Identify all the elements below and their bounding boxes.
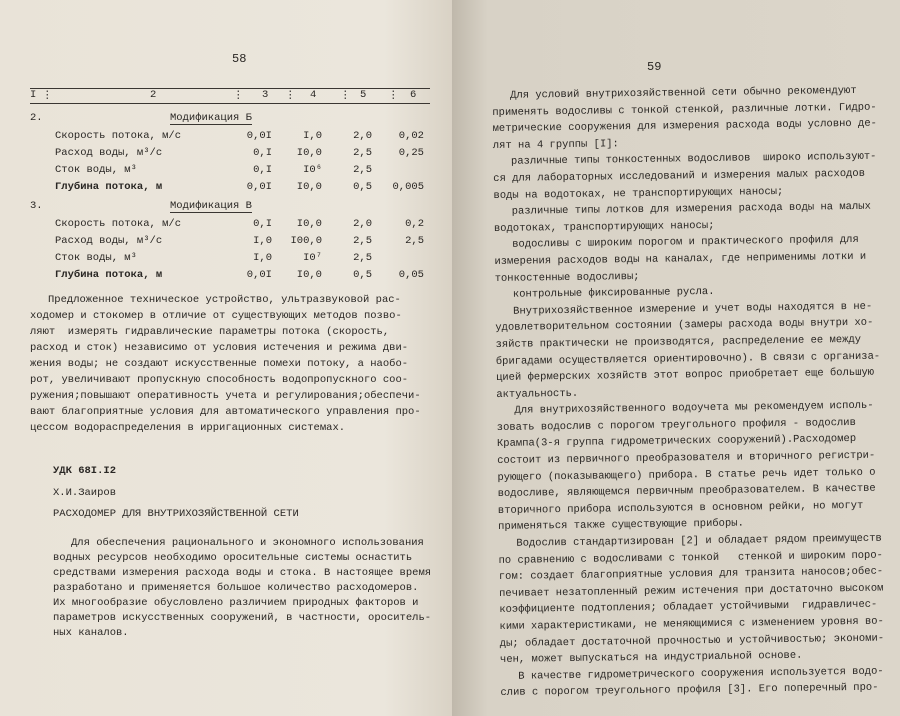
column-separator: ⋮	[388, 90, 399, 102]
cell-value: I,0	[253, 252, 272, 264]
page-number: 58	[232, 52, 247, 66]
cell-value: I00,0	[290, 235, 322, 247]
cell-value: I0,0	[296, 218, 322, 230]
text-line: слив с порогом треугольного профиля [3]. Его поперечный про-	[500, 682, 879, 700]
row-label: Скорость потока, м/с	[55, 218, 182, 230]
cell-value: 0,005	[392, 181, 424, 193]
text-line: водосливы с широким порогом и практического профиля для	[512, 234, 859, 252]
text-line: вают благоприятные условия для автоматического управления про-	[30, 406, 421, 418]
text-line: Для внутрихозяйственного водоучета мы рекомендуем исполь-	[514, 399, 874, 417]
text-line: Предложенное техническое устройство, ультразвуковой рас-	[48, 294, 401, 306]
row-label: Расход воды, м³/с	[55, 147, 163, 159]
section-number: 2.	[30, 112, 43, 124]
text-line: цией фермерских хозяйств этот вопрос приобретает еще большую	[495, 366, 875, 385]
article-title: РАСХОДОМЕР ДЛЯ ВНУТРИХОЗЯЙСТВЕННОЙ СЕТИ	[53, 508, 299, 520]
row-label: Сток воды, м³	[55, 164, 137, 176]
section-number: 3.	[30, 200, 43, 212]
text-line: лят на 4 группы [I]:	[492, 138, 619, 152]
cell-value: 2,5	[353, 147, 372, 159]
intro-paragraph	[53, 536, 431, 641]
text-line: Крампа(3-я группа гидрометрических сооружений).Расходомер	[496, 433, 857, 451]
text-line: тонкостенные водосливы;	[494, 270, 640, 285]
text-line: В качестве гидрометрического сооружения используется водо-	[518, 665, 884, 683]
text-line: различные типы тонкостенных водосливов широко используют-	[510, 151, 877, 169]
text-line: рующего (показывающего) прибора. В статье речь идет только о	[497, 466, 876, 484]
cell-value: 2,0	[353, 218, 372, 230]
paragraph	[30, 292, 421, 436]
text-line: удовлетворительном состоянии (замеры расхода воды внутри хо-	[495, 317, 874, 335]
cell-value: 0,0I	[246, 181, 272, 193]
cell-value: 0,0I	[246, 130, 272, 142]
author: Х.И.Заиров	[53, 487, 117, 499]
text-line: воды на водотоках, не транспортирующих наносы;	[493, 185, 784, 202]
column-header: 3	[262, 89, 269, 101]
text-line: Водослив стандартизирован [2] и обладает рядом преимуществ	[516, 532, 882, 550]
column-separator: ⋮	[285, 90, 296, 102]
text-line: актуальность.	[496, 387, 579, 401]
text-line: вторичного прибора используются в основном рейки, но могут	[497, 499, 864, 517]
row-label: Сток воды, м³	[55, 252, 137, 264]
text-line: ходомер и стокомер в отличие от существующих методов позво-	[30, 310, 402, 322]
cell-value: I0,0	[296, 181, 322, 193]
text-line: средствами измерения расхода воды и стока. В настоящее время	[53, 567, 432, 579]
cell-value: I,0	[253, 235, 272, 247]
text-line: ляют измерять гидравлические параметры потока (скорость,	[30, 326, 390, 338]
text-line: ружения;повышают оперативность учета и регулирования;обеспечи-	[30, 390, 421, 402]
column-separator: ⋮	[233, 90, 244, 102]
cell-value: 2,5	[353, 252, 372, 264]
table-header-rule	[30, 103, 430, 104]
section-title: Модификация В	[170, 200, 252, 212]
cell-value: 0,I	[253, 164, 272, 176]
text-line: водных ресурсов необходимо оросительные системы оснастить	[53, 552, 413, 564]
udk-code: УДК 68I.I2	[53, 465, 117, 477]
text-line: водосливе, являющемся первичным преобразователем. В качестве	[497, 482, 876, 501]
right-page	[452, 0, 900, 716]
text-line: бригадами осуществляется ориентировочно). В связи с организа-	[495, 350, 881, 368]
text-line: водотоках, транспортирующих наносы;	[493, 219, 715, 235]
text-line: жения воды; не создают искусственные помехи потоку, а наобо-	[30, 358, 409, 370]
cell-value: 0,2	[405, 218, 424, 230]
cell-value: 2,0	[353, 130, 372, 142]
text-line: контрольные фиксированные русла.	[512, 286, 715, 301]
text-line: гом: создает благоприятные условия для транзита наносов;обес-	[498, 565, 884, 584]
cell-value: 0,0I	[246, 269, 272, 281]
text-line: коэффициенте подтопления; обладает устойчивыми гидравличес-	[499, 599, 878, 617]
column-header: 6	[410, 89, 417, 101]
text-line: измерения расходов воды на каналах, где неприменимы лотки и	[494, 250, 867, 268]
text-line: кими характеристиками, не меняющимися с изменением уровня во-	[499, 615, 884, 633]
table-top-rule	[30, 88, 430, 89]
text-line: метрические сооружения для измерения расхода воды условно де-	[492, 117, 877, 136]
text-line: применять водосливы с тонкой стенкой, различные лотки. Гидро-	[492, 101, 877, 119]
cell-value: 0,25	[398, 147, 424, 159]
text-line: цессом водораспределения в ирригационных системах.	[30, 422, 346, 434]
cell-value: I0⁷	[303, 252, 322, 264]
cell-value: I,0	[303, 130, 322, 142]
text-line: расход и сток) независимо от условия истечения и режима дви-	[30, 342, 409, 354]
right-page-text	[492, 83, 885, 702]
text-line: зовать водослив с порогом треугольного профиля - водослив	[496, 416, 856, 434]
cell-value: I0,0	[296, 147, 322, 159]
text-line: применяться также существующие приборы.	[498, 517, 744, 534]
text-line: Внутрихозяйственное измерение и учет воды находятся в не-	[513, 300, 873, 318]
text-line: состоит из первичного преобразователя и вторичного регистри-	[497, 449, 876, 468]
column-separator: ⋮	[42, 90, 53, 102]
cell-value: 0,05	[398, 269, 424, 281]
text-line: чен, может выпускаться на индустриальной основе.	[499, 649, 803, 667]
cell-value: 2,5	[353, 164, 372, 176]
column-header: I	[30, 89, 37, 101]
page-number: 59	[647, 60, 662, 74]
cell-value: 0,5	[353, 181, 372, 193]
cell-value: 0,02	[398, 130, 424, 142]
cell-value: 0,I	[253, 147, 272, 159]
column-separator: ⋮	[340, 90, 351, 102]
text-line: зяйств практически не производятся, распределение ее между	[495, 333, 862, 351]
text-line: по сравнению с водосливами с тонкой стенкой и широким поро-	[498, 549, 884, 567]
text-line: ся для лабораторных исследований и измерения малых расходов	[493, 167, 866, 185]
text-line: ных каналов.	[53, 627, 129, 639]
row-label: Глубина потока, м	[55, 269, 163, 281]
cell-value: I0,0	[296, 269, 322, 281]
row-label: Расход воды, м³/с	[55, 235, 163, 247]
column-header: 2	[150, 89, 157, 101]
text-line: различные типы лотков для измерения расхода воды на малых	[511, 200, 871, 218]
row-label: Скорость потока, м/с	[55, 130, 182, 142]
text-line: Их многообразие обусловлено различием природных факторов и	[53, 597, 419, 609]
text-line: Для обеспечения рационального и экономного использования	[71, 537, 424, 549]
column-header: 4	[310, 89, 317, 101]
cell-value: 2,5	[353, 235, 372, 247]
cell-value: 2,5	[405, 235, 424, 247]
section-title: Модификация Б	[170, 112, 252, 124]
text-line: Для условий внутрихозяйственной сети обычно рекомендуют	[510, 84, 857, 102]
cell-value: 0,5	[353, 269, 372, 281]
cell-value: I0⁶	[303, 164, 322, 176]
text-line: печивает незатопленный режим истечения при достаточно высоком	[498, 582, 884, 600]
text-line: ды; обладает достаточной прочностью и устойчивостью; экономи-	[499, 632, 885, 650]
text-line: разработано и применяется большое количество расходомеров.	[53, 582, 419, 594]
text-line: параметров искусственных сооружений, в частности, ороситель-	[53, 612, 432, 624]
column-header: 5	[360, 89, 367, 101]
row-label: Глубина потока, м	[55, 181, 163, 193]
text-line: рот, увеличивают пропускную способность водопропускного соо-	[30, 374, 409, 386]
cell-value: 0,I	[253, 218, 272, 230]
